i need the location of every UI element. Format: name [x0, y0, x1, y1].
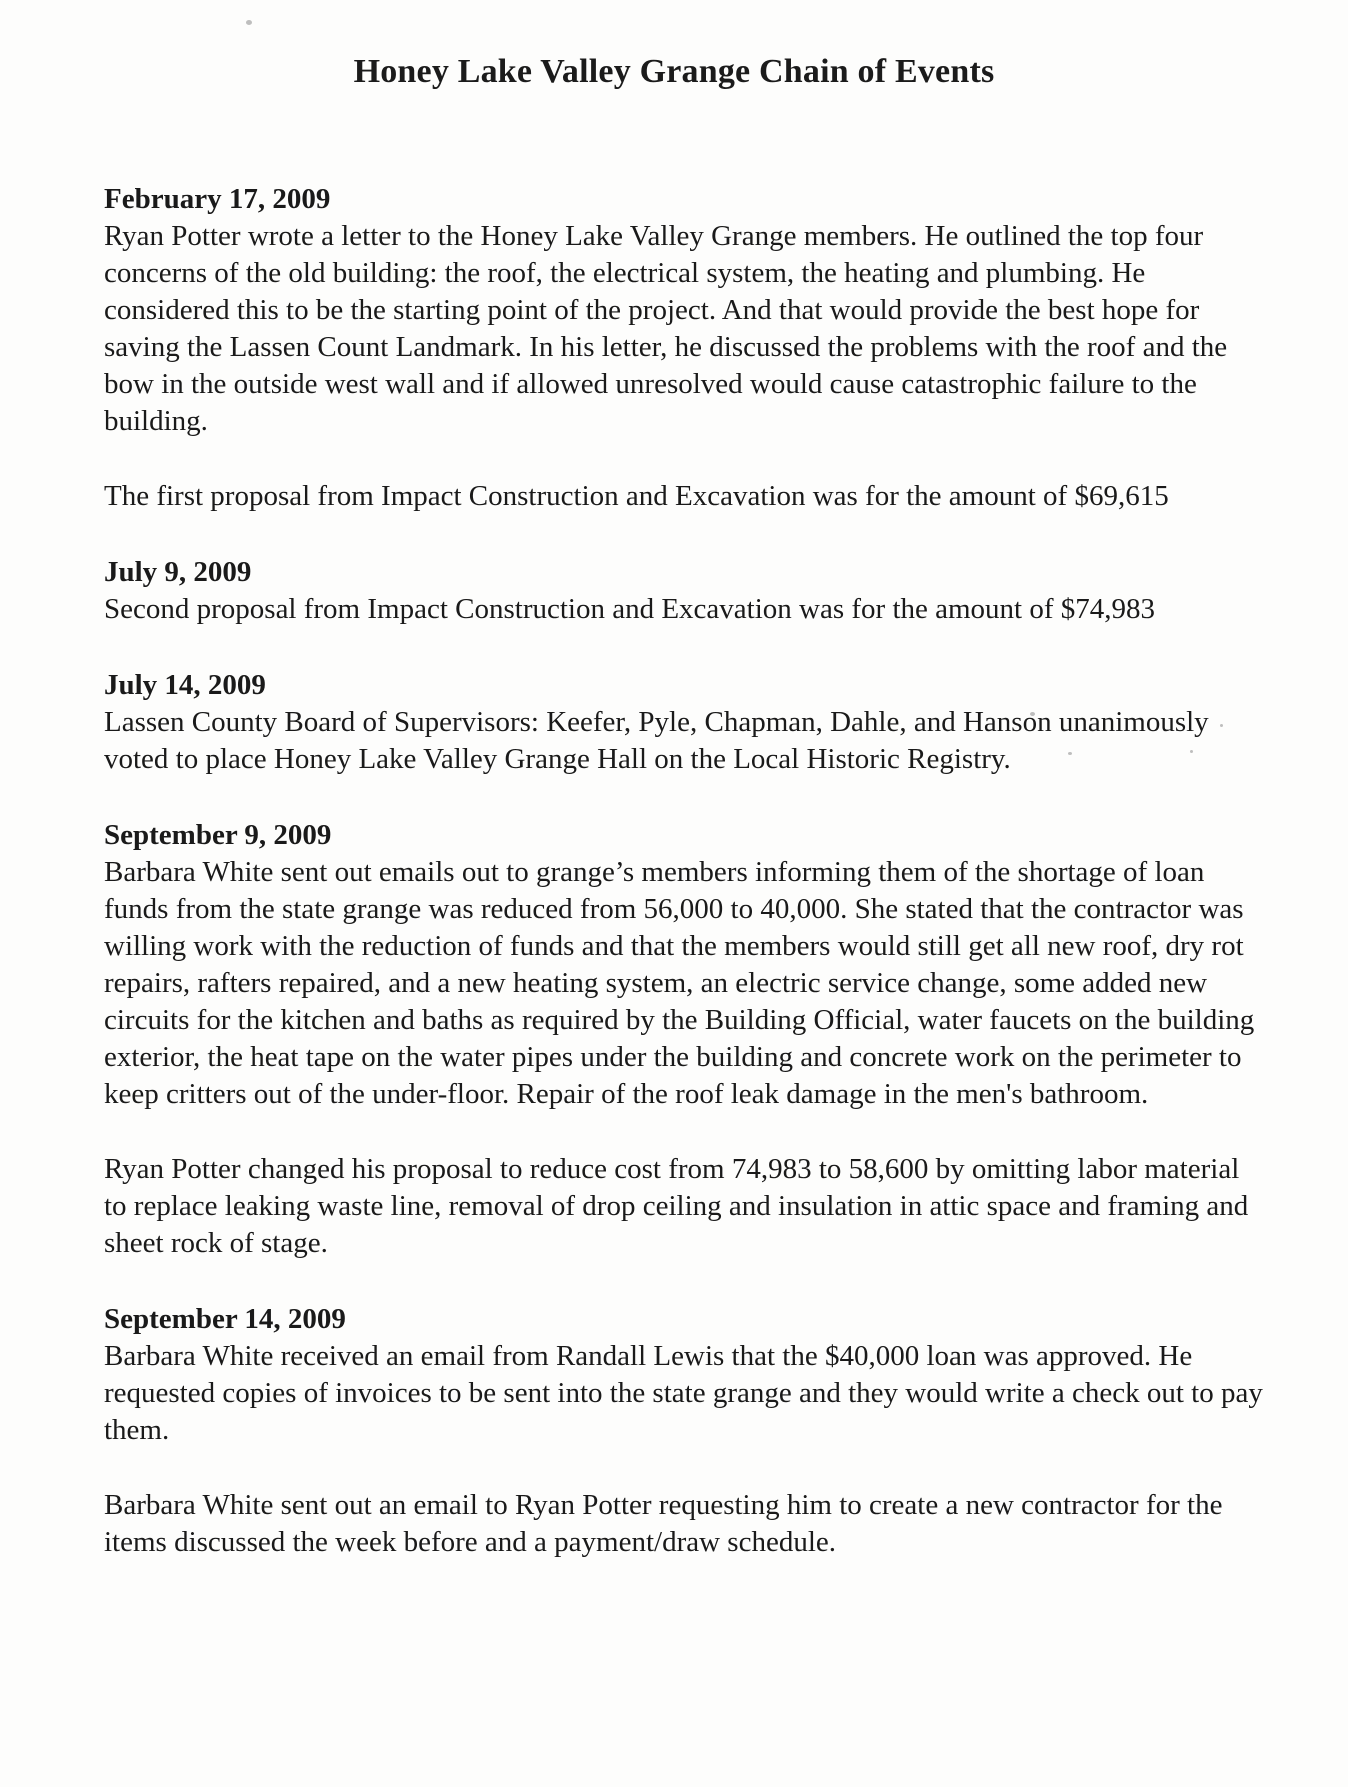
entry-paragraph: Barbara White sent out an email to Ryan Potter requesting him to create a new contractor for the items discussed the week before and a payment/draw schedule.: [104, 1489, 1223, 1558]
timeline-entry: [104, 180, 1264, 515]
document-title: Honey Lake Valley Grange Chain of Events: [353, 52, 995, 90]
entry-paragraph: Barbara White received an email from Randall Lewis that the $40,000 loan was approved. He requested copies of invoices to be sent into the state grange and they would write a check out to pay them.: [104, 1340, 1263, 1446]
timeline-entry: [104, 553, 1264, 628]
timeline-entry: [104, 1300, 1264, 1561]
entry-date: July 9, 2009: [104, 556, 252, 588]
entry-date: February 17, 2009: [104, 183, 331, 215]
entry-paragraph: Ryan Potter wrote a letter to the Honey Lake Valley Grange members. He outlined the top four concerns of the old building: the roof, the electrical system, the heating and plumbing. He considered this to be the starting point of the project. And that would provide the best hope for saving the Lassen Count Landmark. In his letter, he discussed the problems with the roof and the bow in the outside west wall and if allowed unresolved would cause catastrophic failure to the building.: [104, 220, 1228, 437]
document-body: [104, 180, 1264, 1599]
entry-date: September 9, 2009: [104, 819, 332, 851]
entry-paragraph: Lassen County Board of Supervisors: Keefer, Pyle, Chapman, Dahle, and Hanson unanimously voted to place Honey Lake Valley Grange Hall on the Local Historic Registry.: [104, 706, 1209, 775]
entry-paragraph: Barbara White sent out emails out to grange’s members informing them of the shortage of loan funds from the state grange was reduced from 56,000 to 40,000. She stated that the contractor was willing work with the reduction of funds and that the members would still get all new roof, dry rot repairs, rafters repaired, and a new heating system, an electric service change, some added new circuits for the kitchen and baths as required by the Building Official, water faucets on the building exterior, the heat tape on the water pipes under the building and concrete work on the perimeter to keep critters out of the under-floor. Repair of the roof leak damage in the men's bathroom.: [104, 856, 1255, 1110]
entry-paragraph: Second proposal from Impact Construction and Excavation was for the amount of $74,983: [104, 593, 1156, 625]
scan-speck: [246, 20, 252, 25]
entry-date: September 14, 2009: [104, 1303, 346, 1335]
timeline-entry: [104, 816, 1264, 1262]
entry-date: July 14, 2009: [104, 669, 266, 701]
entry-paragraph: The first proposal from Impact Construction and Excavation was for the amount of $69,615: [104, 480, 1169, 512]
entry-paragraph: Ryan Potter changed his proposal to reduce cost from 74,983 to 58,600 by omitting labor material to replace leaking waste line, removal of drop ceiling and insulation in attic space and framing and sheet rock of stage.: [104, 1153, 1249, 1259]
timeline-entry: [104, 666, 1264, 778]
